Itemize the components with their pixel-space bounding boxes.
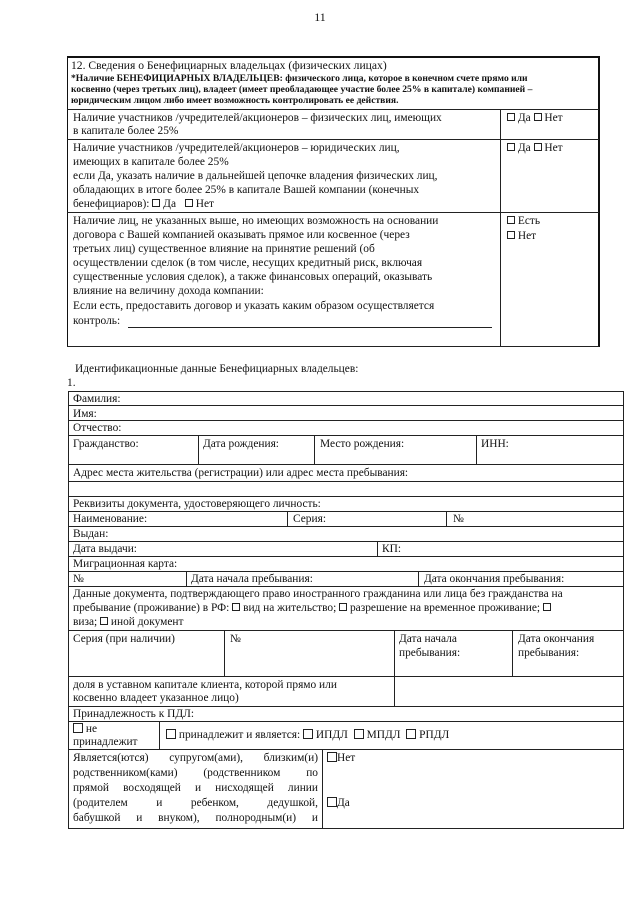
checkbox-icon[interactable]: [507, 143, 515, 151]
q3-opt-yes[interactable]: Есть: [507, 215, 540, 228]
surname-label: Фамилия:: [73, 393, 121, 405]
relation-text: (родителем и ребенком, дедушкой,: [73, 797, 318, 809]
control-input-line[interactable]: [128, 327, 492, 328]
checkbox-icon[interactable]: [232, 603, 240, 611]
id-doc-label: Реквизиты документа, удостоверяющего личность:: [73, 498, 321, 510]
q3-opt-no[interactable]: Нет: [507, 230, 536, 243]
checkbox-icon[interactable]: [507, 231, 515, 239]
q3-text: контроль:: [73, 315, 121, 327]
q3-text: Наличие лиц, не указанных выше, но имеющих возможность на основании: [73, 215, 439, 227]
note-line: юридическим лицом либо имеет возможность контролировать ее действия.: [71, 95, 399, 106]
checkbox-icon[interactable]: [327, 797, 337, 807]
section-title: 12. Сведения о Бенефициарных владельцах (физических лицах): [71, 59, 387, 72]
checkbox-icon[interactable]: [406, 729, 416, 739]
checkbox-icon[interactable]: [339, 603, 347, 611]
checkbox-icon[interactable]: [152, 199, 160, 207]
q2-text: если Да, указать наличие в дальнейшей цепочке владения физических лиц,: [73, 170, 438, 182]
checkbox-icon[interactable]: [354, 729, 364, 739]
pdl-is-option[interactable]: принадлежит и является: ИПДЛ МПДЛ РПДЛ: [166, 729, 449, 742]
checkbox-icon[interactable]: [543, 603, 551, 611]
start-date-label: Дата начала: [399, 633, 457, 645]
address-label: Адрес места жительства (регистрации) или адрес места пребывания:: [73, 467, 409, 479]
start-date-label2: пребывания:: [399, 647, 461, 659]
series-label: Серия:: [293, 513, 326, 525]
name-label: Имя:: [73, 408, 97, 420]
q1-answer[interactable]: Да Нет: [507, 112, 563, 125]
checkbox-icon[interactable]: [507, 216, 515, 224]
checkbox-icon[interactable]: [507, 113, 515, 121]
relation-text: родственником(ками) (родственником по: [73, 767, 318, 779]
note-line: косвенно (через третьих лиц), владеет (имеет преобладающее участие более 25% в капитале) компанией –: [71, 84, 533, 95]
checkbox-icon[interactable]: [327, 752, 337, 762]
checkbox-icon[interactable]: [534, 143, 542, 151]
inn-label: ИНН:: [481, 438, 509, 450]
mig-number-label: №: [73, 573, 84, 585]
q2-text: имеющих в капитале более 25%: [73, 156, 229, 168]
relation-text: прямой восходящей и нисходящей линии: [73, 782, 318, 794]
relation-yes-option[interactable]: Да: [327, 797, 350, 810]
stay-end-label: Дата окончания пребывания:: [424, 573, 565, 585]
q2-text: обладающих в итоге более 25% в капитале Вашей компании (конечных: [73, 184, 420, 196]
checkbox-icon[interactable]: [73, 723, 83, 733]
checkbox-icon[interactable]: [303, 729, 313, 739]
number2-label: №: [230, 633, 241, 645]
doc-number-label: №: [453, 513, 464, 525]
q1-text: Наличие участников /учредителей/акционеров – физических лиц, имеющих: [73, 112, 442, 124]
migration-card-label: Миграционная карта:: [73, 558, 178, 570]
q3-text: договора с Вашей компанией оказывать прямое или косвенное (через: [73, 229, 410, 241]
q3-text: третьих лиц) существенное влияние на принятие решений (об: [73, 243, 375, 255]
stay-start-label: Дата начала пребывания:: [191, 573, 313, 585]
page-number: 11: [314, 10, 326, 24]
q3-text: осуществлении сделок (в том числе, несущих кредитный риск, включая: [73, 257, 423, 269]
birth-place-label: Место рождения:: [320, 438, 405, 450]
foreign-doc-line2: пребывание (проживание) в РФ: вид на жительство; разрешение на временное проживание;: [73, 602, 622, 615]
end-date-label: Дата окончания: [518, 633, 595, 645]
q2-text-last: бенефициаров): Да Нет: [73, 198, 214, 210]
birth-date-label: Дата рождения:: [203, 438, 279, 450]
issue-date-label: Дата выдачи:: [73, 543, 137, 555]
issued-by-label: Выдан:: [73, 528, 109, 540]
series-opt-label: Серия (при наличии): [73, 633, 175, 645]
q2-text: Наличие участников /учредителей/акционеров – юридических лиц,: [73, 142, 400, 154]
doc-name-label: Наименование:: [73, 513, 148, 525]
ident-title: Идентификационные данные Бенефициарных владельцев:: [75, 363, 359, 375]
checkbox-icon[interactable]: [100, 617, 108, 625]
checkbox-icon[interactable]: [534, 113, 542, 121]
foreign-doc-line3: виза; иной документ: [73, 616, 184, 628]
kp-label: КП:: [382, 543, 401, 555]
share-text: доля в уставном капитале клиента, которой прямо или: [73, 679, 337, 691]
relation-text: Является(ются) супругом(ами), близким(и): [73, 752, 318, 764]
pdl-label: Принадлежность к ПДЛ:: [73, 708, 194, 720]
note-line: *Наличие БЕНЕФИЦИАРНЫХ ВЛАДЕЛЬЦЕВ: физического лица, которое в конечном счете прямо или: [71, 73, 528, 84]
share-text2: косвенно владеет указанное лицо): [73, 692, 239, 704]
ident-number: 1.: [67, 377, 76, 389]
pdl-not-option[interactable]: не: [73, 723, 97, 736]
patronymic-label: Отчество:: [73, 422, 122, 434]
pdl-not-option2: принадлежит: [73, 736, 138, 748]
relation-no-option[interactable]: Нет: [327, 752, 355, 765]
q1-text: в капитале более 25%: [73, 125, 179, 137]
q3-text: существенные условия сделок), а также финансовых операций, оказывать: [73, 271, 433, 283]
q2-answer[interactable]: Да Нет: [507, 142, 563, 155]
q3-text: Если есть, предоставить договор и указать каким образом осуществляется: [73, 300, 435, 312]
citizenship-label: Гражданство:: [73, 438, 139, 450]
checkbox-icon[interactable]: [166, 729, 176, 739]
q3-text: влияние на величину дохода компании:: [73, 285, 264, 297]
foreign-doc-line: Данные документа, подтверждающего право иностранного гражданина или лица без гражданства на: [73, 588, 563, 600]
end-date-label2: пребывания:: [518, 647, 580, 659]
relation-text: бабушкой и внуком), полнородным(и) и: [73, 812, 318, 824]
checkbox-icon[interactable]: [185, 199, 193, 207]
